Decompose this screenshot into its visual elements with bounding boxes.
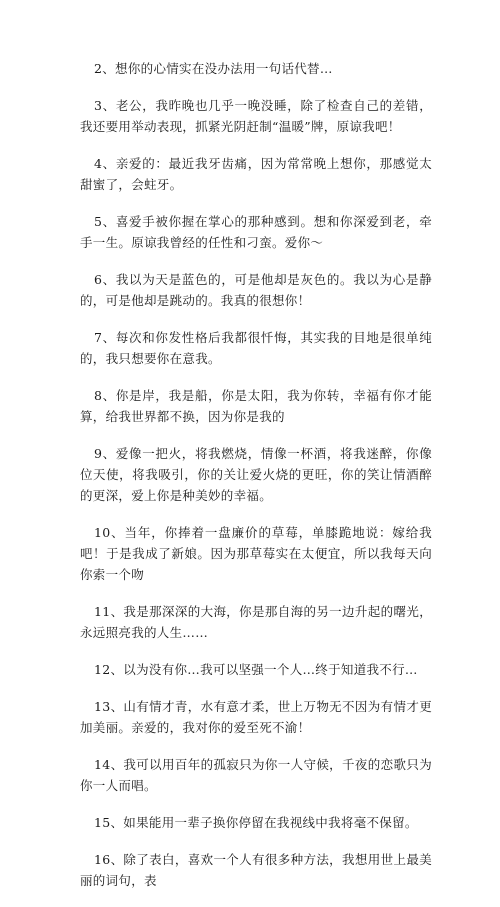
- list-item: 6、我以为天是蓝色的，可是他却是灰色的。我以为心是静的，可是他却是跳动的。我真的很想你！: [80, 272, 432, 308]
- list-item: 2、想你的心情实在没办法用一句话代替…: [94, 61, 333, 76]
- list-item: 12、以为没有你…我可以坚强一个人…终于知道我不行…: [94, 662, 418, 677]
- list-item: 4、亲爱的：最近我牙齿痛，因为常常晚上想你，那感觉太甜蜜了，会蛀牙。: [80, 156, 432, 192]
- list-item: 13、山有情才青，水有意才柔，世上万物无不因为有情才更加美丽。亲爱的，我对你的爱至死不渝！: [80, 699, 432, 735]
- list-item: 15、如果能用一辈子换你停留在我视线中我将毫不保留。: [94, 815, 418, 830]
- list-item: 5、喜爱手被你握在掌心的那种感到。想和你深爱到老，牵手一生。原谅我曾经的任性和刁蛮。爱你～: [80, 214, 432, 250]
- list-item: 16、除了表白，喜欢一个人有很多种方法，我想用世上最美丽的词句，表: [80, 852, 432, 888]
- list-item: 3、老公，我昨晚也几乎一晚没睡，除了检查自己的差错，我还要用举动表现，抓紧光阴赶制“温暖”牌，原谅我吧！: [80, 98, 432, 134]
- list-item: 11、我是那深深的大海，你是那自海的另一边升起的曙光，永远照亮我的人生……: [80, 604, 432, 640]
- list-item: 10、当年，你捧着一盘廉价的草莓，单膝跪地说：嫁给我吧！于是我成了新娘。因为那草莓实在太便宜，所以我每天向你索一个吻: [80, 525, 432, 582]
- list-item: 14、我可以用百年的孤寂只为你一人守候，千夜的恋歌只为你一人而唱。: [80, 757, 432, 793]
- list-item: 8、你是岸，我是船，你是太阳，我为你转，幸福有你才能算，给我世界都不换，因为你是我的: [80, 388, 432, 424]
- message-list: [80, 58, 432, 907]
- list-item: 9、爱像一把火，将我燃烧，情像一杯酒，将我迷醉，你像位天使，将我吸引，你的关让爱火烧的更旺，你的笑让情酒醉的更深，爱上你是种美妙的幸福。: [80, 446, 432, 503]
- list-item: 7、每次和你发性格后我都很忏悔，其实我的目地是很单纯的，我只想要你在意我。: [80, 330, 432, 366]
